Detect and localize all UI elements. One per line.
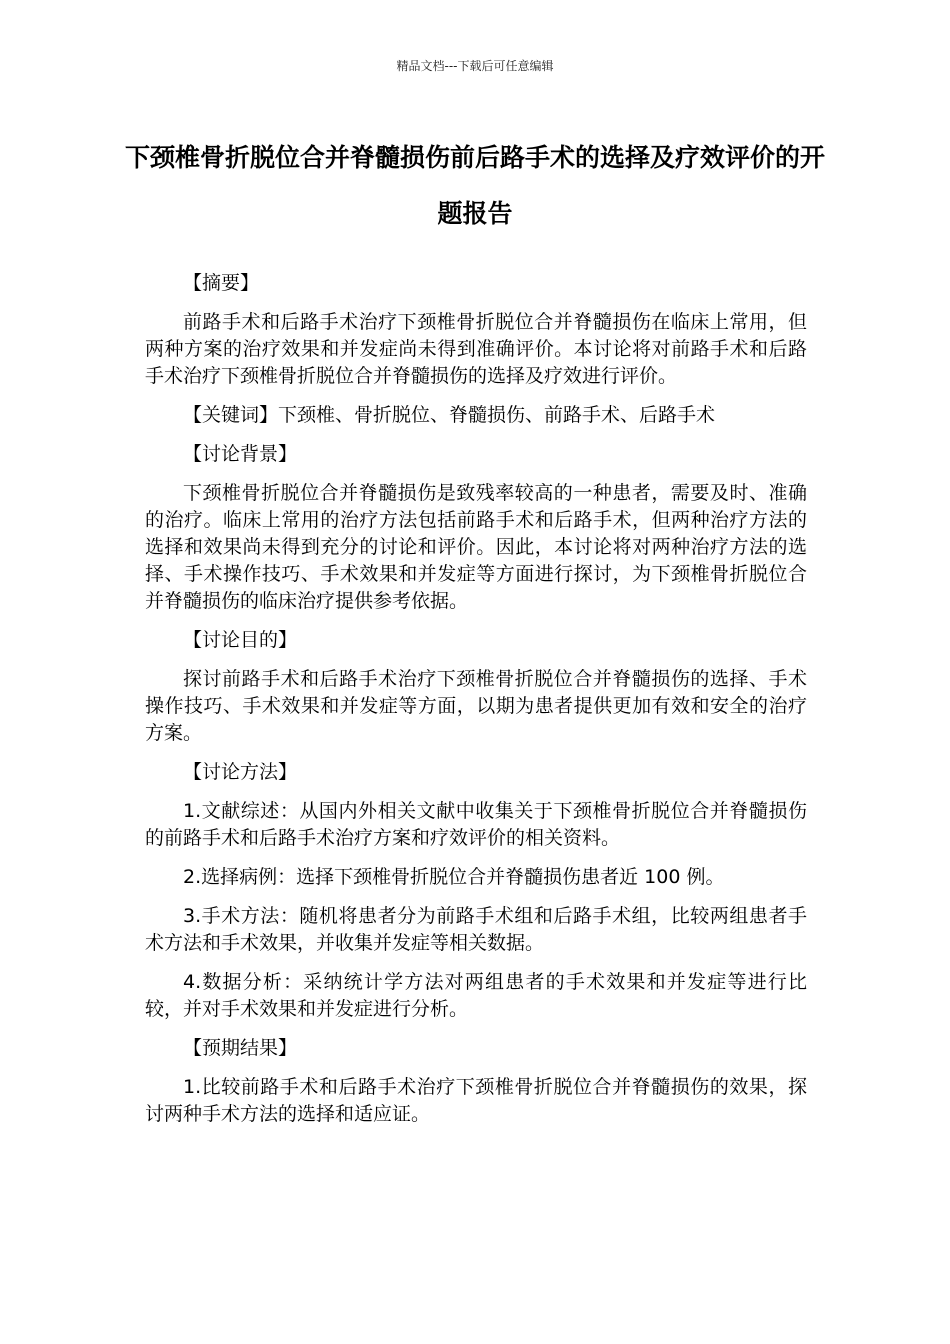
background-paragraph: 下颈椎骨折脱位合并脊髓损伤是致残率较高的一种患者，需要及时、准确的治疗。临床上常用的治疗方法包括前路手术和后路手术，但两种治疗方法的选择和效果尚未得到充分的讨论和评价。因此，本讨论将对两种治疗方法的选择、手术操作技巧、手术效果和并发症等方面进行探讨，为下颈椎骨折脱位合并脊髓损伤的临床治疗提供参考依据。 [145, 482, 807, 612]
results-heading: 【预期结果】 [183, 1037, 298, 1059]
keywords-line: 【关键词】下颈椎、骨折脱位、脊髓损伤、前路手术、后路手术 [183, 404, 716, 426]
methods-heading: 【讨论方法】 [183, 761, 298, 783]
method-item-1: 1.文献综述：从国内外相关文献中收集关于下颈椎骨折脱位合并脊髓损伤的前路手术和后路手术治疗方案和疗效评价的相关资料。 [145, 800, 807, 849]
abstract-heading: 【摘要】 [183, 272, 260, 294]
purpose-heading: 【讨论目的】 [183, 629, 298, 651]
background-heading: 【讨论背景】 [183, 443, 298, 465]
abstract-paragraph: 前路手术和后路手术治疗下颈椎骨折脱位合并脊髓损伤在临床上常用，但两种方案的治疗效果和并发症尚未得到准确评价。本讨论将对前路手术和后路手术治疗下颈椎骨折脱位合并脊髓损伤的选择及疗效进行评价。 [145, 311, 807, 387]
method-item-4: 4.数据分析：采纳统计学方法对两组患者的手术效果和并发症等进行比较，并对手术效果和并发症进行分析。 [145, 971, 807, 1020]
purpose-paragraph: 探讨前路手术和后路手术治疗下颈椎骨折脱位合并脊髓损伤的选择、手术操作技巧、手术效果和并发症等方面，以期为患者提供更加有效和安全的治疗方案。 [145, 668, 807, 744]
document-body [145, 270, 807, 1140]
method-item-3: 3.手术方法：随机将患者分为前路手术组和后路手术组，比较两组患者手术方法和手术效果，并收集并发症等相关数据。 [145, 905, 807, 954]
method-item-2: 2.选择病例：选择下颈椎骨折脱位合并脊髓损伤患者近 100 例。 [183, 866, 725, 888]
page-header-note: 精品文档---下载后可任意编辑 [396, 59, 554, 73]
document-title: 下颈椎骨折脱位合并脊髓损伤前后路手术的选择及疗效评价的开题报告 [124, 143, 825, 228]
result-item-1: 1.比较前路手术和后路手术治疗下颈椎骨折脱位合并脊髓损伤的效果，探讨两种手术方法的选择和适应证。 [145, 1076, 807, 1125]
